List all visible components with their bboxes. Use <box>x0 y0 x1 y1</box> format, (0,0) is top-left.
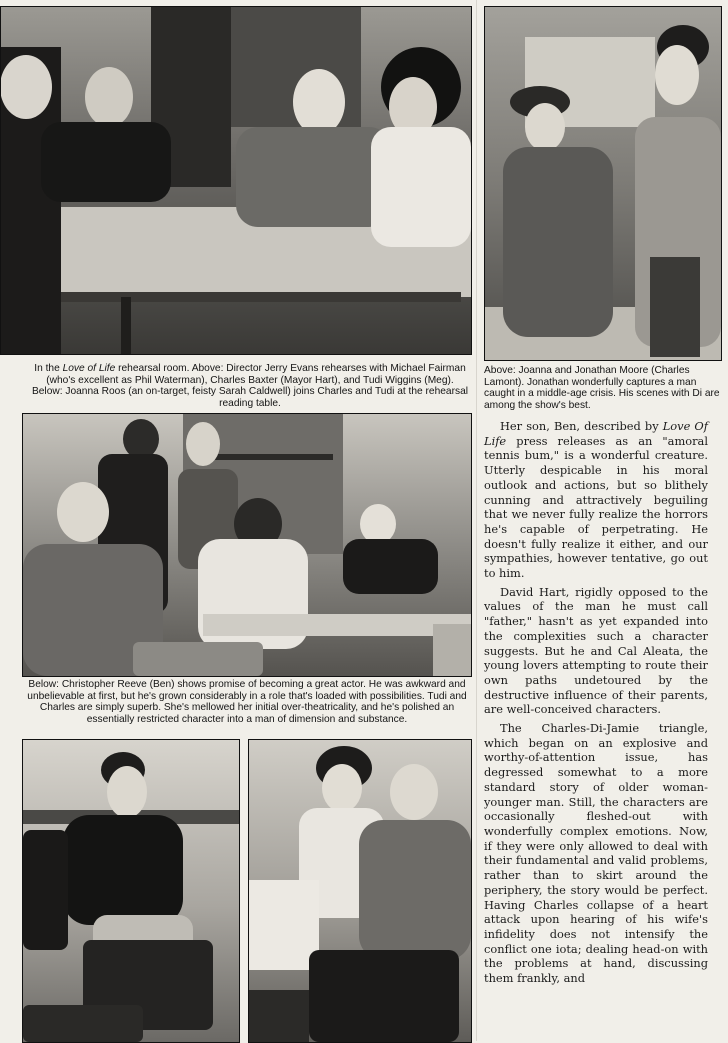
photo-tudi-charles <box>248 739 472 1043</box>
article-show-title: Love Of Life <box>484 419 708 448</box>
article-paragraph: David Hart, rigidly opposed to the values of the man he must call "father," hasn't as yet expanded into the complexities such a character suggests. But he and Cal Aleata, the young lovers attempting to route their own paths undetoured by the destructive influence of their parents, are well-conceived characters. <box>484 584 708 717</box>
article-text: Her son, Ben, described by <box>500 419 663 433</box>
article-text: press releases as an "amoral tennis bum," is a wonderful creature. Utterly despicable in his moral outlook and actions, but so blithely cunning and attractively beguiling that we never fully realize the horrors he's capable of perpetrating. He doesn't fully realize it either, and our sympathies, however tentative, go out to him. <box>484 433 708 581</box>
caption-show-title: Love of Life <box>62 363 116 374</box>
caption-joanna-jonathan: Above: Joanna and Jonathan Moore (Charles Lamont). Jonathan wonderfully captures a man caught in a middle-age crisis. His scenes with Di are among the show's best. <box>484 365 720 411</box>
photo-reading-table <box>22 413 472 677</box>
article-paragraph: The Charles-Di-Jamie triangle, which began on an explosive and worthy-of-attention issue, has degressed somewhat to a more standard story of older woman-younger man. Still, the characters are occasionally fleshed-out with wonderfully complex emotions. Now, if they were only allowed to deal with their fundamental and valid problems, rather than to skirt around the periphery, the story would be perfect. Having Charles collapse of a heart attack upon hearing of his wife's infidelity does not intensify the conflict one iota; dealing head-on with the problems at hand, discussing them frankly, and <box>484 721 708 986</box>
caption-text: rehearsal room. Above: Director Jerry Evans rehearses with Michael Fairman (who's excellent as Phil Waterman), Charles Baxter (Mayor Hart), and Tudi Wiggins (Meg). Below: Joanna Roos (an on-target, feisty Sarah Caldwell) joins Charles and Tudi at the rehearsal reading table. <box>31 363 469 409</box>
column-divider <box>476 0 477 1041</box>
caption-text: In the <box>34 363 63 374</box>
photo-joanna-jonathan <box>484 6 722 361</box>
article-body <box>484 419 708 990</box>
photo-christopher-reeve <box>22 739 240 1043</box>
photo-rehearsal-room <box>0 6 472 355</box>
article-paragraph <box>484 419 708 581</box>
caption-christopher-reeve: Below: Christopher Reeve (Ben) shows promise of becoming a great actor. He was awkward and unbelievable at first, but he's grown considerably in a role that's loaded with possibilities. Tudi and Charles are simply superb. She's mellowed her initial over-theatricality, and he's polished an essentially restricted character into a man of dimension and substance. <box>27 679 467 725</box>
caption-rehearsal-room <box>30 363 470 409</box>
